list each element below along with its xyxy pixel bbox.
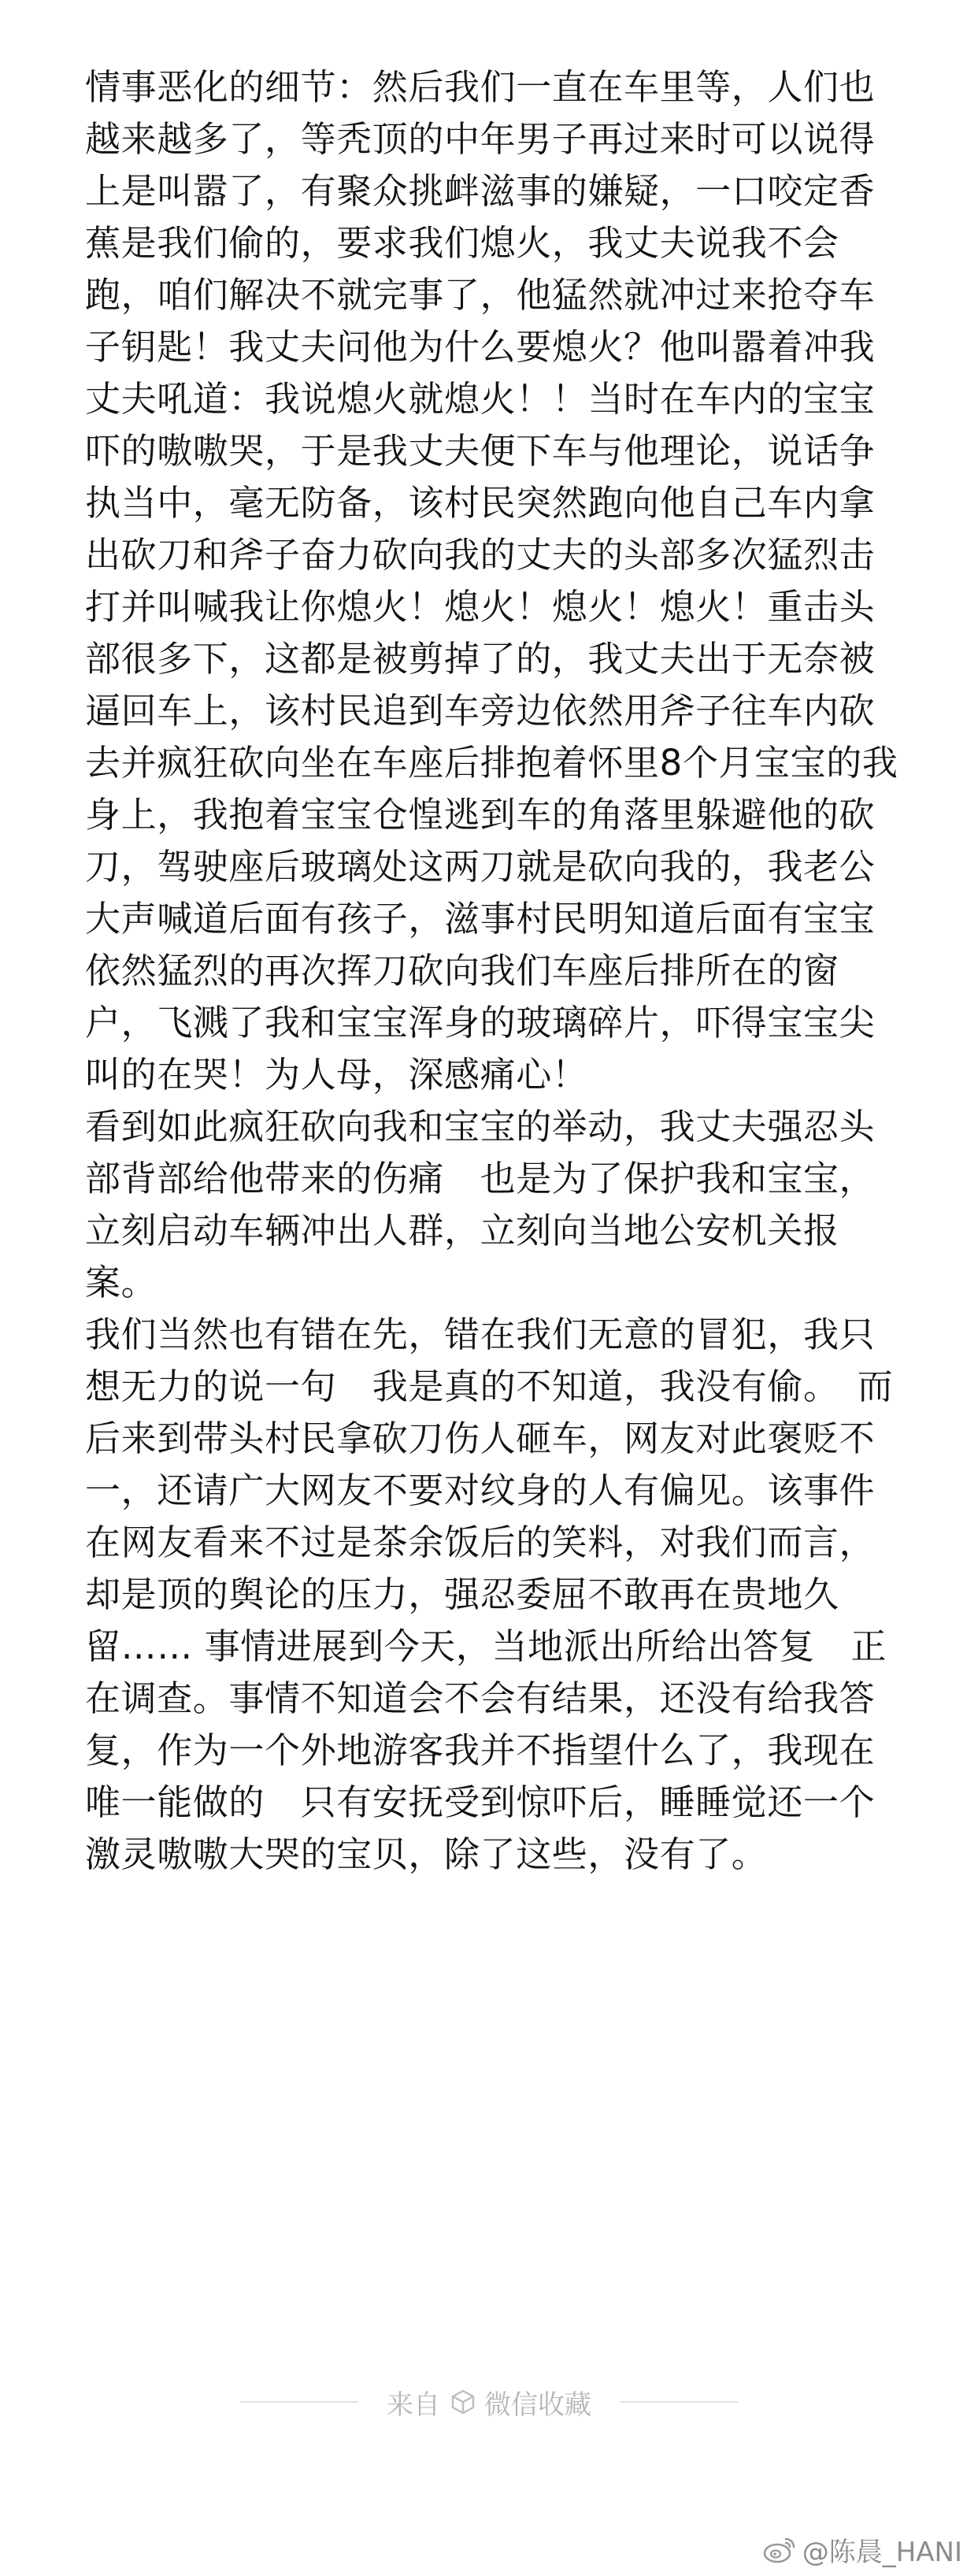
footer-rule-left [240, 2401, 358, 2403]
source-name: 微信收藏 [484, 2389, 591, 2421]
article-body [85, 61, 904, 1881]
source-footer [0, 2378, 978, 2426]
cube-icon [450, 2389, 476, 2415]
paragraph-incident-details: 情事恶化的细节：然后我们一直在车里等，人们也越来越多了，等秃顶的中年男子再过来时可以说得上是叫嚣了，有聚众挑衅滋事的嫌疑，一口咬定香蕉是我们偷的，要求我们熄火，我丈夫说我不会跑，咱们解决不就完事了，他猛然就冲过来抢夺车子钥匙！我丈夫问他为什么要熄火？他叫嚣着冲我丈夫吼道：我说熄火就熄火！！当时在车内的宝宝吓的嗷嗷哭，于是我丈夫便下车与他理论，说话争执当中，毫无防备，该村民突然跑向他自己车内拿出砍刀和斧子奋力砍向我的丈夫的头部多次猛烈击打并叫喊我让你熄火！熄火！熄火！熄火！重击头部很多下，这都是被剪掉了的，我丈夫出于无奈被逼回车上，该村民追到车旁边依然用斧子往车内砍去并疯狂砍向坐在车座后排抱着怀里8个月宝宝的我身上，我抱着宝宝仓惶逃到车的角落里躲避他的砍刀，驾驶座后玻璃处这两刀就是砍向我的，我老公大声喊道后面有孩子，滋事村民明知道后面有宝宝依然猛烈的再次挥刀砍向我们车座后排所在的窗户，飞溅了我和宝宝浑身的玻璃碎片，吓得宝宝尖叫的在哭！为人母，深感痛心！ [85, 66, 898, 1095]
paragraph-escape: 看到如此疯狂砍向我和宝宝的举动，我丈夫强忍头部背部给他带来的伤痛 也是为了保护我和宝宝，立刻启动车辆冲出人群，立刻向当地公安机关报案。 [85, 1106, 876, 1303]
source-label: 来自 [387, 2389, 440, 2421]
paragraph-reflection: 我们当然也有错在先，错在我们无意的冒犯，我只想无力的说一句 我是真的不知道，我没有偷。 而后来到带头村民拿砍刀伤人砸车，网友对此褒贬不一，还请广大网友不要对纹身的人有偏见。该事件在网友看来不过是茶余饭后的笑料，对我们而言，却是顶的舆论的压力，强忍委屈不敢再在贵地久留…… 事情进展到今天，当地派出所给出答复 正在调查。事情不知道会不会有结果，还没有给我答复，作为一个外地游客我并不指望什么了，我现在唯一能做的 只有安抚受到惊吓后，睡睡觉还一个激灵嗷嗷大哭的宝贝，除了这些，没有了。 [85, 1314, 894, 1875]
weibo-icon [761, 2534, 798, 2564]
weibo-watermark [761, 2530, 962, 2569]
watermark-text: @陈晨_HANI [802, 2536, 962, 2568]
footer-rule-right [620, 2401, 738, 2403]
